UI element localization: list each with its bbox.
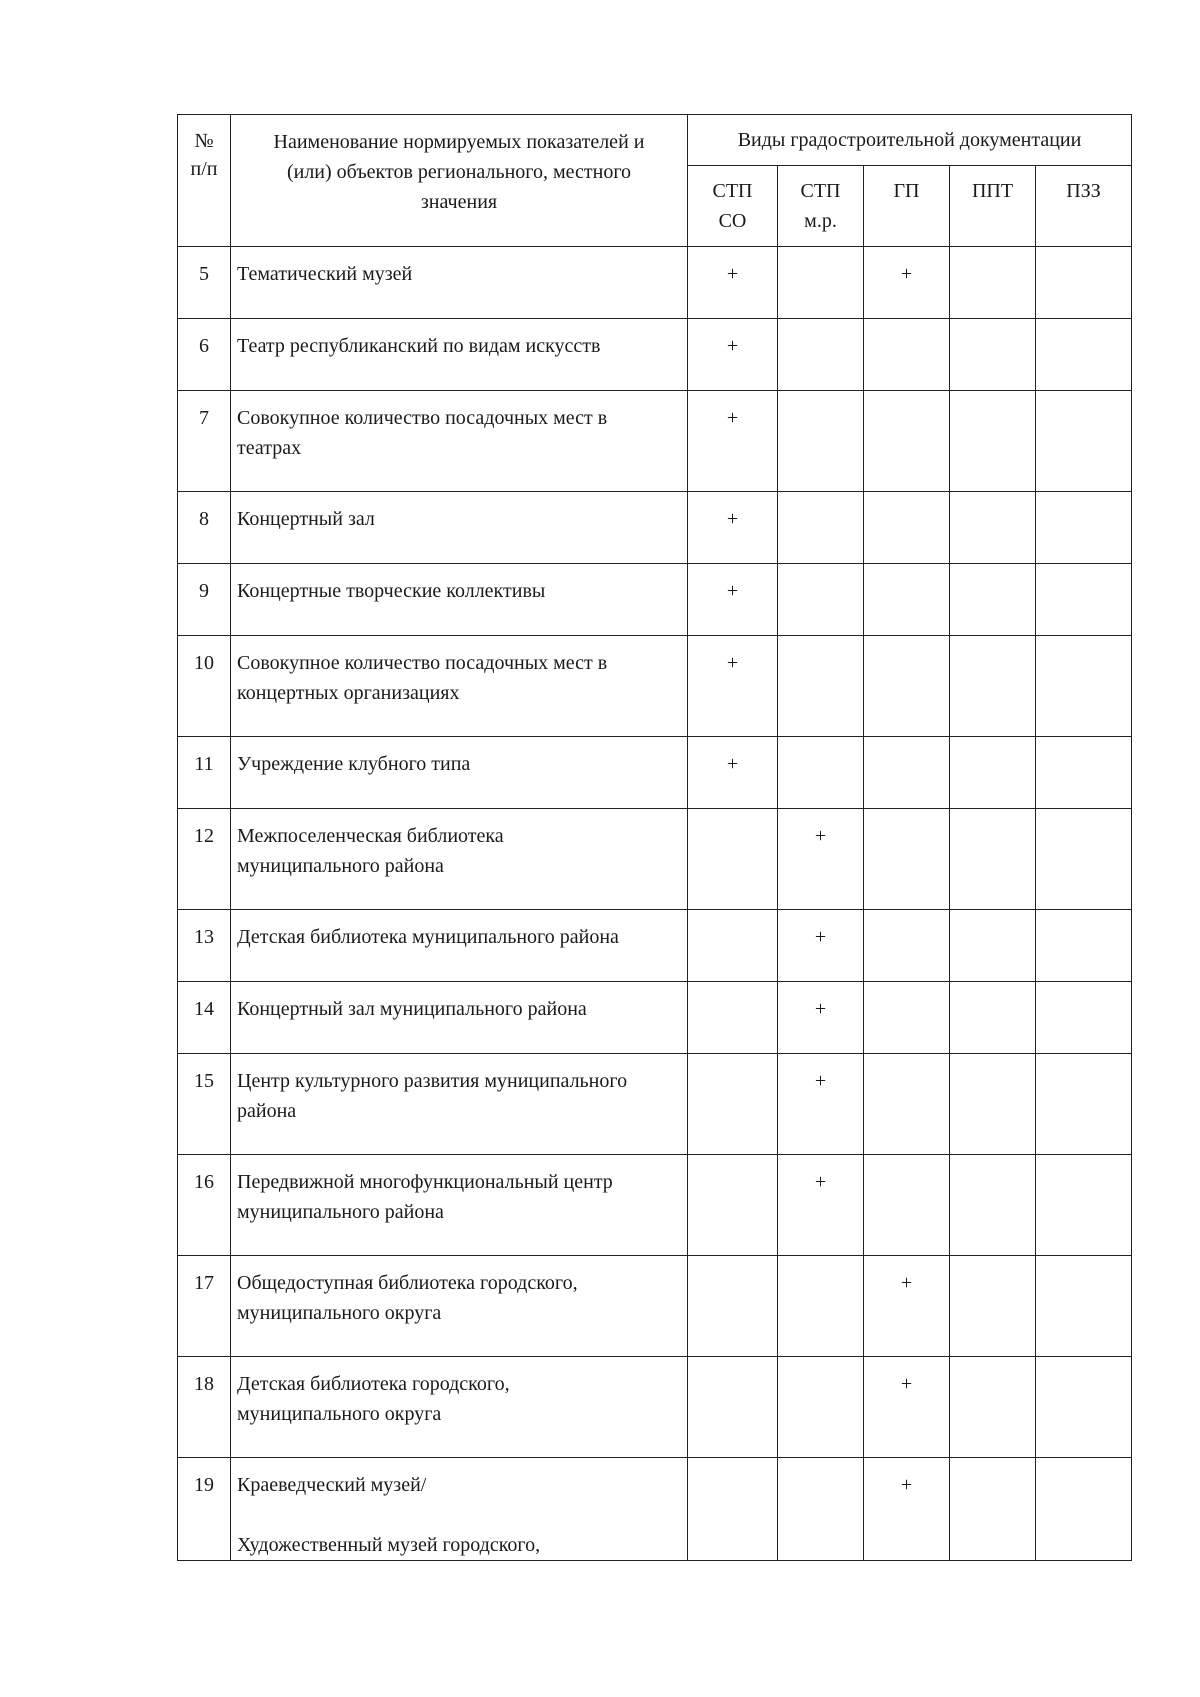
mark-ppt (950, 636, 1036, 737)
header-col-ppt (950, 166, 1036, 247)
table-row (178, 391, 1132, 492)
indicator-name (231, 492, 688, 564)
row-number: 15 (178, 1054, 231, 1155)
header-col-stp-so (688, 166, 778, 247)
table-row (178, 737, 1132, 809)
mark-stp-so: + (688, 564, 778, 636)
mark-ppt (950, 492, 1036, 564)
row-number: 8 (178, 492, 231, 564)
indicator-name (231, 564, 688, 636)
row-number: 10 (178, 636, 231, 737)
row-number: 16 (178, 1155, 231, 1256)
mark-ppt (950, 1458, 1036, 1561)
mark-stp-mr (778, 1357, 864, 1458)
mark-stp-so (688, 1155, 778, 1256)
header-col-line: ПЗЗ (1066, 180, 1101, 202)
header-number (178, 115, 231, 247)
indicator-name (231, 809, 688, 910)
indicator-name (231, 1256, 688, 1357)
mark-pzz (1036, 247, 1132, 319)
row-number: 12 (178, 809, 231, 910)
indicator-name-line: Концертные творческие коллективы (237, 580, 546, 602)
indicator-name-line: Тематический музей (237, 263, 413, 285)
mark-ppt (950, 910, 1036, 982)
mark-ppt (950, 1054, 1036, 1155)
mark-ppt (950, 247, 1036, 319)
mark-stp-so: + (688, 636, 778, 737)
mark-pzz (1036, 319, 1132, 391)
header-col-line: м.р. (804, 210, 837, 232)
indicator-name-line: концертных организациях (237, 682, 460, 704)
table-row (178, 247, 1132, 319)
indicator-name-line: Общедоступная библиотека городского, (237, 1272, 578, 1294)
indicator-name (231, 737, 688, 809)
mark-gp (864, 809, 950, 910)
mark-stp-so (688, 982, 778, 1054)
indicator-name-line: района (237, 1100, 297, 1122)
indicator-name-line: Краеведческий музей/ (237, 1474, 427, 1496)
table-row (178, 982, 1132, 1054)
indicator-name (231, 1357, 688, 1458)
indicator-name-line: Концертный зал муниципального района (237, 998, 587, 1020)
mark-stp-mr (778, 391, 864, 492)
mark-ppt (950, 737, 1036, 809)
mark-ppt (950, 809, 1036, 910)
row-number: 6 (178, 319, 231, 391)
table-row (178, 492, 1132, 564)
mark-stp-mr (778, 564, 864, 636)
mark-stp-mr: + (778, 910, 864, 982)
mark-stp-so: + (688, 737, 778, 809)
header-number-abbr: п/п (190, 158, 218, 180)
header-col-line: ГП (893, 180, 920, 202)
mark-pzz (1036, 391, 1132, 492)
mark-pzz (1036, 492, 1132, 564)
indicator-name-line: муниципального района (237, 1201, 444, 1223)
indicator-name (231, 982, 688, 1054)
mark-pzz (1036, 1458, 1132, 1561)
mark-stp-mr (778, 636, 864, 737)
indicator-name-line: муниципального округа (237, 1302, 442, 1324)
table-row (178, 636, 1132, 737)
mark-gp (864, 910, 950, 982)
indicator-name-line: Художественный музей городского, (237, 1534, 541, 1556)
indicator-name-line: Межпоселенческая библиотека (237, 825, 504, 847)
table-row (178, 564, 1132, 636)
mark-gp (864, 319, 950, 391)
indicator-name-line: театрах (237, 437, 302, 459)
mark-ppt (950, 1357, 1036, 1458)
header-col-gp (864, 166, 950, 247)
mark-stp-so (688, 1458, 778, 1561)
indicator-name-line: Передвижной многофункциональный центр (237, 1171, 613, 1193)
indicator-name (231, 319, 688, 391)
mark-stp-so: + (688, 391, 778, 492)
mark-gp: + (864, 1357, 950, 1458)
row-number: 9 (178, 564, 231, 636)
mark-stp-mr: + (778, 809, 864, 910)
mark-gp (864, 564, 950, 636)
mark-stp-so (688, 809, 778, 910)
mark-stp-so (688, 1357, 778, 1458)
mark-ppt (950, 564, 1036, 636)
mark-pzz (1036, 1155, 1132, 1256)
mark-gp (864, 1155, 950, 1256)
mark-pzz (1036, 564, 1132, 636)
mark-stp-so: + (688, 492, 778, 564)
row-number: 18 (178, 1357, 231, 1458)
mark-gp (864, 1054, 950, 1155)
mark-ppt (950, 982, 1036, 1054)
table-row (178, 809, 1132, 910)
mark-pzz (1036, 1256, 1132, 1357)
mark-ppt (950, 1256, 1036, 1357)
mark-ppt (950, 391, 1036, 492)
table-row (178, 910, 1132, 982)
indicator-name-line: Центр культурного развития муниципального (237, 1070, 628, 1092)
mark-pzz (1036, 737, 1132, 809)
mark-stp-so (688, 1054, 778, 1155)
header-row-1 (178, 115, 1132, 166)
row-number: 11 (178, 737, 231, 809)
table-row (178, 1357, 1132, 1458)
mark-ppt (950, 1155, 1036, 1256)
mark-gp: + (864, 1458, 950, 1561)
mark-stp-mr (778, 247, 864, 319)
mark-gp: + (864, 1256, 950, 1357)
mark-stp-mr: + (778, 982, 864, 1054)
indicator-name-line: Концертный зал (237, 508, 375, 530)
mark-gp (864, 737, 950, 809)
indicator-name (231, 1458, 688, 1561)
row-number: 14 (178, 982, 231, 1054)
row-number: 17 (178, 1256, 231, 1357)
header-indicator-name (231, 115, 688, 247)
indicator-name-line: Театр республиканский по видам искусств (237, 335, 601, 357)
row-number: 13 (178, 910, 231, 982)
mark-stp-so: + (688, 319, 778, 391)
mark-stp-mr (778, 319, 864, 391)
indicator-name-line: муниципального округа (237, 1403, 442, 1425)
mark-pzz (1036, 809, 1132, 910)
indicator-name (231, 1155, 688, 1256)
table-row (178, 1458, 1132, 1561)
indicator-name (231, 247, 688, 319)
mark-stp-so: + (688, 247, 778, 319)
header-col-line: СТП (800, 180, 841, 202)
indicator-name (231, 391, 688, 492)
mark-stp-mr (778, 737, 864, 809)
header-col-line: СО (718, 210, 747, 232)
header-name-line: (или) объектов регионального, местного (286, 161, 632, 183)
mark-gp (864, 636, 950, 737)
table-row (178, 319, 1132, 391)
header-col-stp-mr (778, 166, 864, 247)
header-col-pzz (1036, 166, 1132, 247)
indicator-name-line: Учреждение клубного типа (237, 753, 471, 775)
indicator-name-line: Детская библиотека муниципального района (237, 926, 619, 948)
header-number-symbol: № (194, 130, 214, 152)
mark-ppt (950, 319, 1036, 391)
mark-gp: + (864, 247, 950, 319)
mark-pzz (1036, 1357, 1132, 1458)
mark-stp-mr (778, 492, 864, 564)
indicator-name-line: Совокупное количество посадочных мест в (237, 652, 608, 674)
indicator-name-line: Детская библиотека городского, (237, 1373, 510, 1395)
header-name-line: Наименование нормируемых показателей и (273, 131, 645, 153)
row-number: 5 (178, 247, 231, 319)
mark-stp-mr (778, 1256, 864, 1357)
mark-gp (864, 982, 950, 1054)
row-number: 19 (178, 1458, 231, 1561)
mark-pzz (1036, 636, 1132, 737)
mark-pzz (1036, 1054, 1132, 1155)
mark-stp-so (688, 910, 778, 982)
mark-gp (864, 492, 950, 564)
header-col-line: СТП (712, 180, 753, 202)
table-row (178, 1054, 1132, 1155)
indicator-name-line (237, 1500, 681, 1530)
mark-stp-mr: + (778, 1054, 864, 1155)
indicator-name (231, 636, 688, 737)
mark-pzz (1036, 910, 1132, 982)
mark-stp-so (688, 1256, 778, 1357)
header-name-line: значения (420, 191, 498, 213)
standards-table (177, 114, 1132, 1561)
row-number: 7 (178, 391, 231, 492)
indicator-name-line: муниципального района (237, 855, 444, 877)
header-doc-types: Виды градостроительной документации (688, 115, 1132, 166)
table-row (178, 1155, 1132, 1256)
table-row (178, 1256, 1132, 1357)
mark-pzz (1036, 982, 1132, 1054)
mark-gp (864, 391, 950, 492)
mark-stp-mr (778, 1458, 864, 1561)
indicator-name (231, 1054, 688, 1155)
header-col-line: ППТ (971, 180, 1014, 202)
mark-stp-mr: + (778, 1155, 864, 1256)
indicator-name-line: Совокупное количество посадочных мест в (237, 407, 608, 429)
indicator-name (231, 910, 688, 982)
